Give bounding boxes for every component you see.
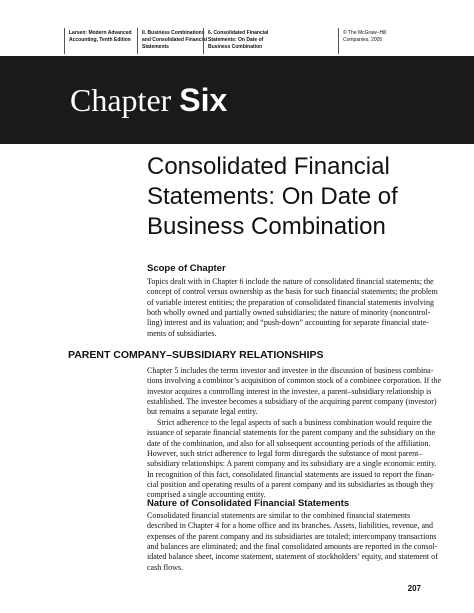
- section-paragraph-2: [147, 418, 437, 501]
- text-line: and balances are eliminated; and the final consolidated amounts are reported in the consol-: [147, 542, 438, 552]
- text-line: concept of control versus ownership as the basis for such financial statements; the problem: [147, 287, 438, 297]
- text-line: established. The investee becomes a subsidiary of the acquiring parent company (investor): [147, 397, 437, 407]
- section-paragraph-1: [147, 366, 442, 418]
- header-text: Larsen: Modern Advanced: [69, 30, 132, 36]
- text-line: tions involving a combinor’s acquisition of common stock of a combinee corporation. If the: [147, 376, 442, 386]
- title-line: Business Combination: [147, 213, 386, 240]
- header-part: [137, 28, 208, 54]
- nature-paragraph: [147, 511, 438, 573]
- page-number: 207: [407, 584, 421, 593]
- text-line: investor acquires a controlling interest in the investee, a parent–subsidiary relationship is: [147, 386, 432, 396]
- section-heading: PARENT COMPANY–SUBSIDIARY RELATIONSHIPS: [68, 349, 324, 361]
- text-line: both wholly owned and partially owned subsidiaries; the nature of minority (noncontrol-: [147, 308, 431, 318]
- text-line: cash flows.: [147, 562, 183, 572]
- header-text: Statements: [142, 44, 169, 50]
- header-chapter: [203, 28, 275, 54]
- header-text: Accounting, Tenth Edition: [69, 37, 131, 43]
- text-line: cial position and operating results of a parent company and its subsidiaries as though they: [147, 480, 435, 490]
- scope-paragraph: [147, 277, 438, 339]
- title-line: Consolidated Financial: [147, 153, 390, 180]
- text-line: described in Chapter 4 for a home office and its branches. Assets, liabilities, revenue, and: [147, 521, 433, 531]
- text-line: Topics dealt with in Chapter 6 include the nature of consolidated financial statements; the: [147, 277, 434, 286]
- text-line: Chapter 5 includes the terms investor and investee in the discussion of business combina-: [147, 366, 434, 375]
- header-text: 6. Consolidated Financial: [208, 30, 269, 36]
- header-text: II. Business Combinations: [142, 30, 205, 36]
- text-line: of variable interest entities; the preparation of consolidated financial statements involving: [147, 297, 435, 307]
- scope-heading: Scope of Chapter: [147, 263, 226, 274]
- chapter-title: [147, 152, 467, 242]
- header-text: Business Combination: [208, 44, 263, 50]
- text-line: Consolidated financial statements are similar to the combined financial statements: [147, 511, 411, 520]
- text-line: expenses of the parent company and its subsidiaries are totaled; intercompany transactions: [147, 531, 437, 541]
- text-line: date of the combination, and also for all subsequent accounting periods of the affiliation.: [147, 438, 431, 448]
- text-line: subsidiary relationships: A parent company and its subsidiary are a single economic entity.: [147, 459, 437, 469]
- chapter-number: Six: [179, 82, 228, 118]
- chapter-prefix: Chapter: [70, 82, 180, 118]
- text-line: ling) interest and its valuation; and “push-down” accounting for separate financial state-: [147, 318, 429, 328]
- chapter-label: [70, 81, 227, 119]
- nature-heading: Nature of Consolidated Financial Statements: [147, 498, 350, 509]
- header-text: and Consolidated Financial: [142, 37, 208, 43]
- header-text: Companies, 2005: [343, 37, 383, 43]
- text-line: idated balance sheet, income statement, statement of stockholders’ equity, and statement of: [147, 552, 438, 562]
- text-line: However, such strict adherence to legal form disregards the substance of most parent–: [147, 449, 423, 459]
- header-text: © The McGraw−Hill: [343, 30, 387, 36]
- running-header: [0, 28, 474, 58]
- title-line: Statements: On Date of: [147, 183, 398, 210]
- text-line: In recognition of this fact, consolidated financial statements are issued to report the finan-: [147, 469, 435, 479]
- text-line: comprised a single accounting entity.: [147, 490, 266, 500]
- text-line: but remains a separate legal entity.: [147, 407, 258, 417]
- header-book-title: [64, 28, 137, 54]
- text-line: Strict adherence to the legal aspects of such a business combination would require the: [157, 418, 432, 427]
- header-text: Statements: On Date of: [208, 37, 264, 43]
- header-copyright: [338, 28, 408, 54]
- text-line: issuance of separate financial statements for the parent company and the subsidiary on the: [147, 428, 436, 438]
- chapter-banner: [0, 56, 474, 144]
- text-line: ments of subsidiaries.: [147, 328, 217, 338]
